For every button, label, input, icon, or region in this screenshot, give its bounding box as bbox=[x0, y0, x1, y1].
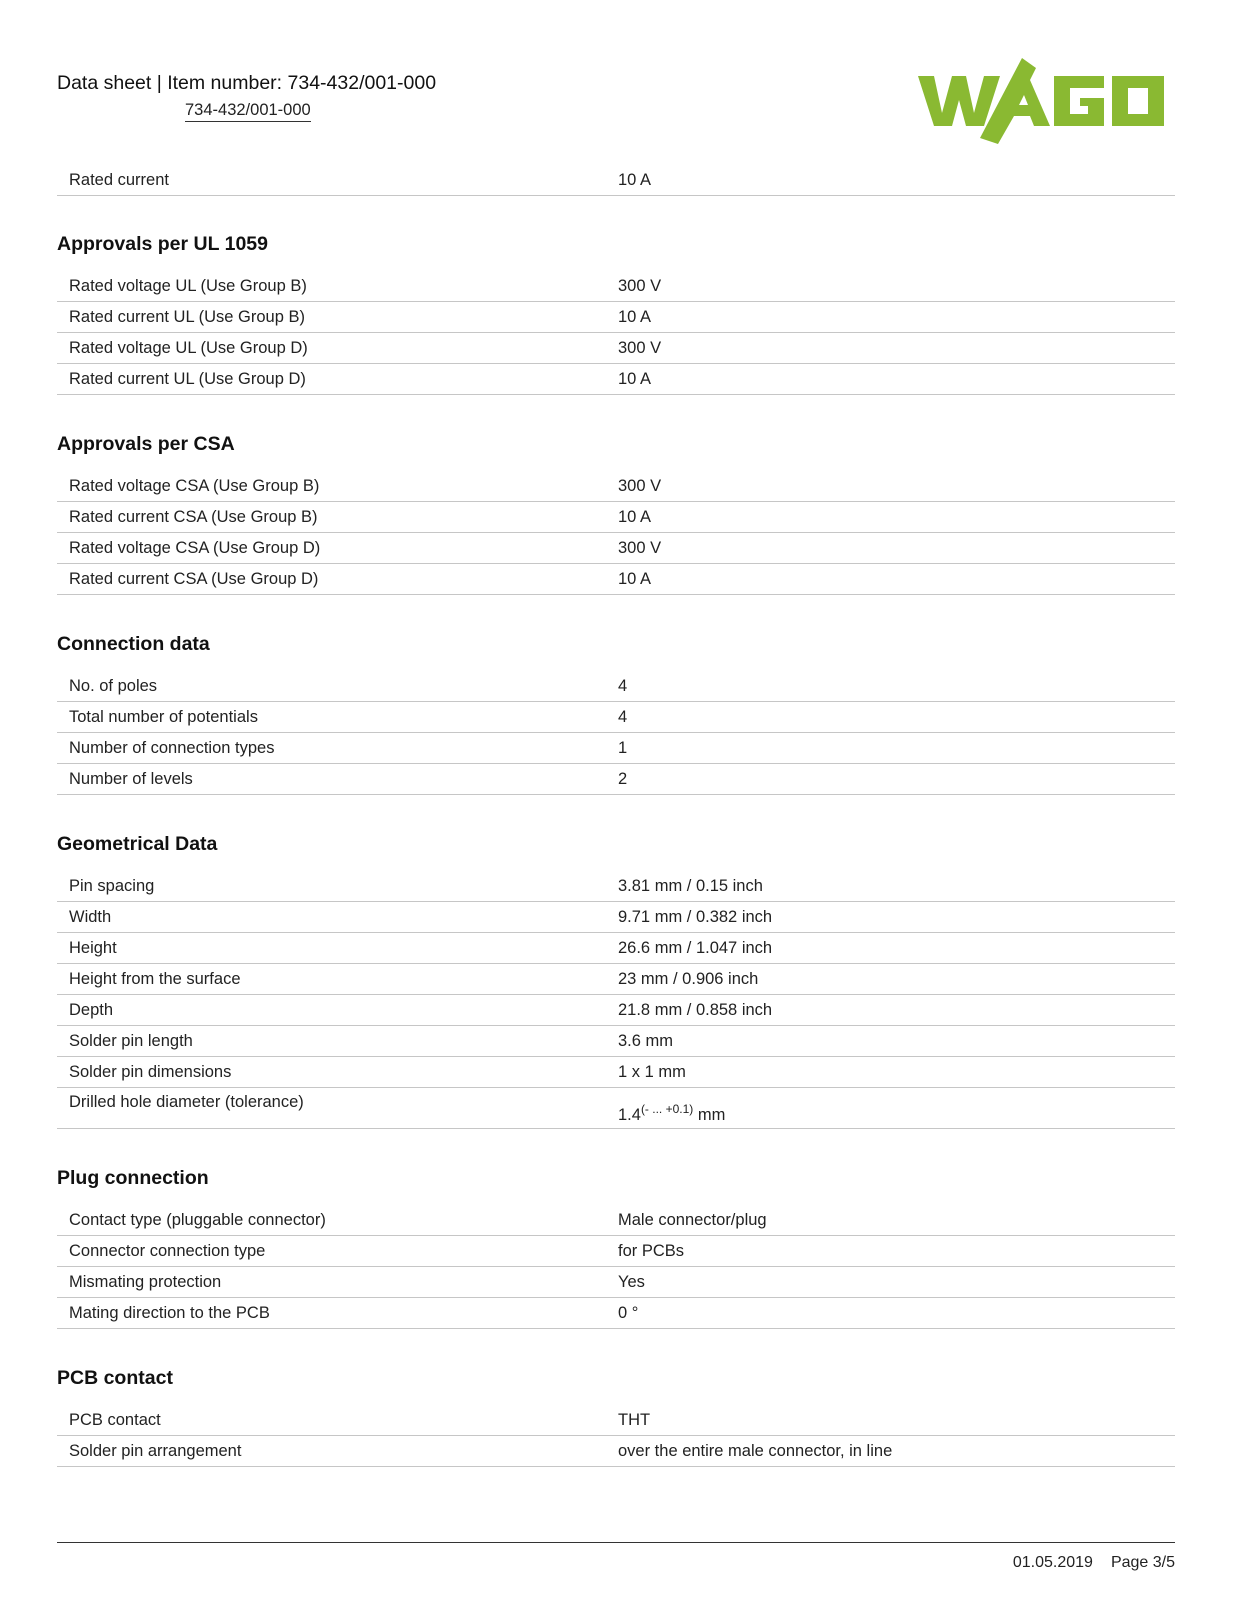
section-title: Plug connection bbox=[57, 1167, 209, 1189]
spec-label: No. of poles bbox=[69, 676, 158, 695]
spec-row bbox=[57, 1267, 1175, 1298]
spec-value: 10 A bbox=[618, 369, 652, 388]
spec-value: 21.8 mm / 0.858 inch bbox=[618, 1000, 773, 1019]
spec-label: Rated voltage UL (Use Group D) bbox=[69, 338, 308, 357]
footer-page-number: Page 3/5 bbox=[1110, 1554, 1175, 1571]
spec-label: Mating direction to the PCB bbox=[69, 1303, 270, 1322]
spec-row bbox=[57, 271, 1175, 302]
spec-value: 300 V bbox=[618, 276, 662, 295]
spec-value: 10 A bbox=[618, 307, 652, 326]
spec-value: 10 A bbox=[618, 569, 652, 588]
spec-label: Rated current bbox=[69, 170, 169, 189]
spec-label: Rated voltage UL (Use Group B) bbox=[69, 276, 307, 295]
spec-label: Solder pin length bbox=[69, 1031, 193, 1050]
spec-label: Drilled hole diameter (tolerance) bbox=[69, 1093, 304, 1111]
spec-row bbox=[57, 533, 1175, 564]
spec-label: Rated current CSA (Use Group B) bbox=[69, 507, 318, 526]
footer-divider bbox=[57, 1542, 1175, 1543]
spec-value bbox=[618, 1088, 1175, 1125]
spec-row bbox=[57, 702, 1175, 733]
spec-row bbox=[57, 165, 1175, 196]
spec-row-tolerance bbox=[57, 1088, 1175, 1129]
value-base: 1.4 bbox=[618, 1106, 641, 1124]
spec-row bbox=[57, 564, 1175, 595]
spec-row bbox=[57, 1298, 1175, 1329]
spec-label: Rated current CSA (Use Group D) bbox=[69, 569, 319, 588]
datasheet-content bbox=[57, 165, 1175, 1467]
spec-label: Solder pin dimensions bbox=[69, 1062, 232, 1081]
spec-row bbox=[57, 933, 1175, 964]
spec-row bbox=[57, 471, 1175, 502]
footer-date: 01.05.2019 bbox=[1012, 1554, 1093, 1571]
spec-label: Number of connection types bbox=[69, 738, 275, 757]
spec-value: 23 mm / 0.906 inch bbox=[618, 969, 759, 988]
spec-row bbox=[57, 871, 1175, 902]
spec-label: Connector connection type bbox=[69, 1241, 266, 1260]
spec-row bbox=[57, 302, 1175, 333]
spec-row bbox=[57, 502, 1175, 533]
spec-value: THT bbox=[618, 1410, 651, 1429]
spec-label: Mismating protection bbox=[69, 1272, 222, 1291]
section-title: Geometrical Data bbox=[57, 833, 218, 855]
spec-row bbox=[57, 1405, 1175, 1436]
spec-label: Rated current UL (Use Group B) bbox=[69, 307, 305, 326]
spec-value: Yes bbox=[618, 1272, 645, 1291]
spec-label: PCB contact bbox=[69, 1410, 161, 1429]
spec-value: Male connector/plug bbox=[618, 1210, 767, 1229]
spec-value: 10 A bbox=[618, 170, 652, 189]
spec-label: Pin spacing bbox=[69, 876, 155, 895]
section-title: PCB contact bbox=[57, 1367, 173, 1389]
value-tolerance: (- ... +0.1) bbox=[640, 1102, 694, 1116]
spec-label: Rated voltage CSA (Use Group B) bbox=[69, 476, 320, 495]
spec-row bbox=[57, 902, 1175, 933]
spec-row bbox=[57, 1236, 1175, 1267]
spec-row bbox=[57, 964, 1175, 995]
spec-value: 2 bbox=[618, 769, 628, 788]
spec-value: 1 x 1 mm bbox=[618, 1062, 686, 1081]
spec-value: 26.6 mm / 1.047 inch bbox=[618, 938, 773, 957]
spec-row bbox=[57, 671, 1175, 702]
spec-row bbox=[57, 733, 1175, 764]
item-number-link[interactable]: 734-432/001-000 bbox=[185, 101, 311, 122]
spec-label: Depth bbox=[69, 1000, 114, 1019]
spec-label: Rated voltage CSA (Use Group D) bbox=[69, 538, 321, 557]
spec-label: Height bbox=[69, 938, 117, 957]
spec-value: 3.6 mm bbox=[618, 1031, 674, 1050]
value-unit: mm bbox=[693, 1106, 726, 1124]
spec-value: 9.71 mm / 0.382 inch bbox=[618, 907, 773, 926]
spec-row bbox=[57, 1057, 1175, 1088]
spec-row bbox=[57, 995, 1175, 1026]
page-title: Data sheet | Item number: 734-432/001-000 bbox=[57, 72, 437, 94]
spec-value: over the entire male connector, in line bbox=[618, 1441, 893, 1460]
spec-value: 300 V bbox=[618, 476, 662, 495]
spec-value: 10 A bbox=[618, 507, 652, 526]
spec-value: 300 V bbox=[618, 338, 662, 357]
spec-label: Height from the surface bbox=[69, 969, 241, 988]
footer bbox=[1013, 1554, 1175, 1572]
spec-row bbox=[57, 764, 1175, 795]
spec-label: Width bbox=[69, 907, 112, 926]
spec-value: 0 ° bbox=[618, 1303, 639, 1322]
spec-row bbox=[57, 364, 1175, 395]
spec-label: Rated current UL (Use Group D) bbox=[69, 369, 306, 388]
spec-value: 4 bbox=[618, 707, 628, 726]
spec-row bbox=[57, 1436, 1175, 1467]
spec-row bbox=[57, 1026, 1175, 1057]
spec-row bbox=[57, 1205, 1175, 1236]
section-title: Approvals per UL 1059 bbox=[57, 233, 268, 255]
spec-label: Contact type (pluggable connector) bbox=[69, 1210, 326, 1229]
spec-value: 300 V bbox=[618, 538, 662, 557]
spec-value: 1 bbox=[618, 738, 628, 757]
spec-label: Total number of potentials bbox=[69, 707, 258, 726]
wago-logo bbox=[918, 58, 1174, 144]
spec-value: 4 bbox=[618, 676, 628, 695]
spec-row bbox=[57, 333, 1175, 364]
spec-label: Number of levels bbox=[69, 769, 193, 788]
section-title: Approvals per CSA bbox=[57, 433, 235, 455]
spec-value: 3.81 mm / 0.15 inch bbox=[618, 876, 763, 895]
spec-label: Solder pin arrangement bbox=[69, 1441, 242, 1460]
spec-value: for PCBs bbox=[618, 1241, 685, 1260]
section-title: Connection data bbox=[57, 633, 210, 655]
